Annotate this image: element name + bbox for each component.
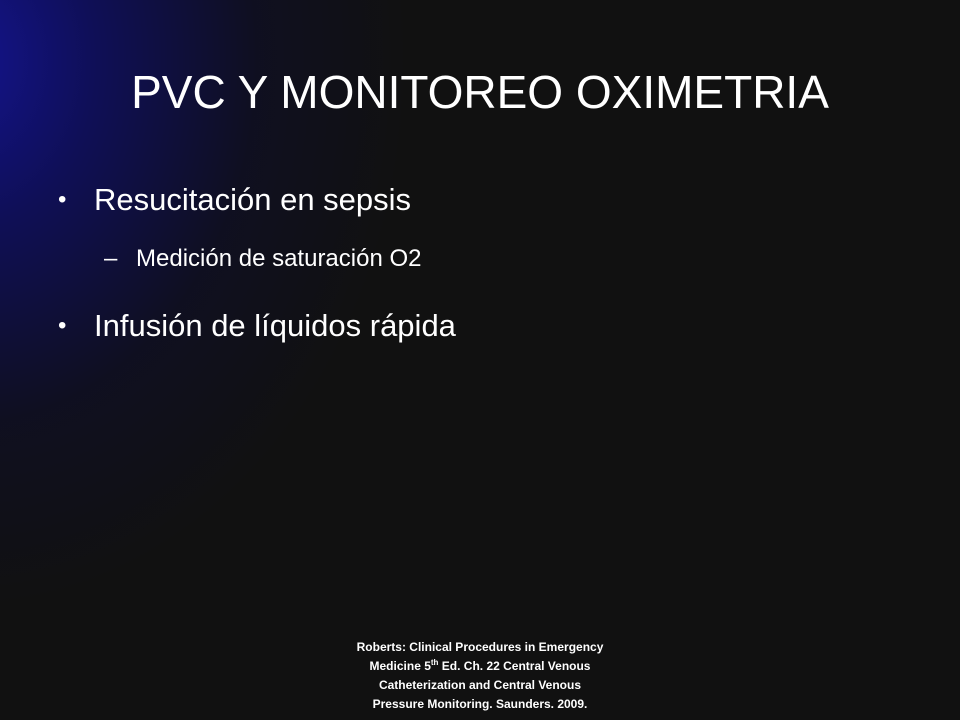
citation-line: Pressure Monitoring. Saunders. 2009. [372, 697, 588, 711]
sub-bullet-text: Medición de saturación O2 [136, 245, 422, 272]
sub-bullet-dash-icon: – [104, 245, 118, 272]
bullet-dot-icon: • [58, 312, 67, 339]
bullet-text: Resucitación en sepsis [94, 182, 412, 217]
citation-line: Roberts: Clinical Procedures in Emergency [356, 640, 604, 654]
citation-line [300, 657, 660, 676]
citation [300, 638, 660, 714]
bullet-item [58, 302, 918, 350]
citation-text: Medicine 5 [369, 659, 431, 673]
bullet-text: Infusión de líquidos rápida [94, 308, 456, 343]
slide-title: PVC Y MONITOREO OXIMETRIA [131, 66, 829, 118]
bullet-dot-icon: • [58, 186, 67, 213]
citation-line: Catheterization and Central Venous [378, 678, 582, 692]
citation-superscript: th [430, 658, 439, 667]
bullet-item [58, 176, 918, 224]
citation-text: Ed. Ch. 22 Central Venous [438, 659, 591, 673]
bullet-list [58, 176, 918, 350]
sub-bullet-item [58, 236, 918, 282]
